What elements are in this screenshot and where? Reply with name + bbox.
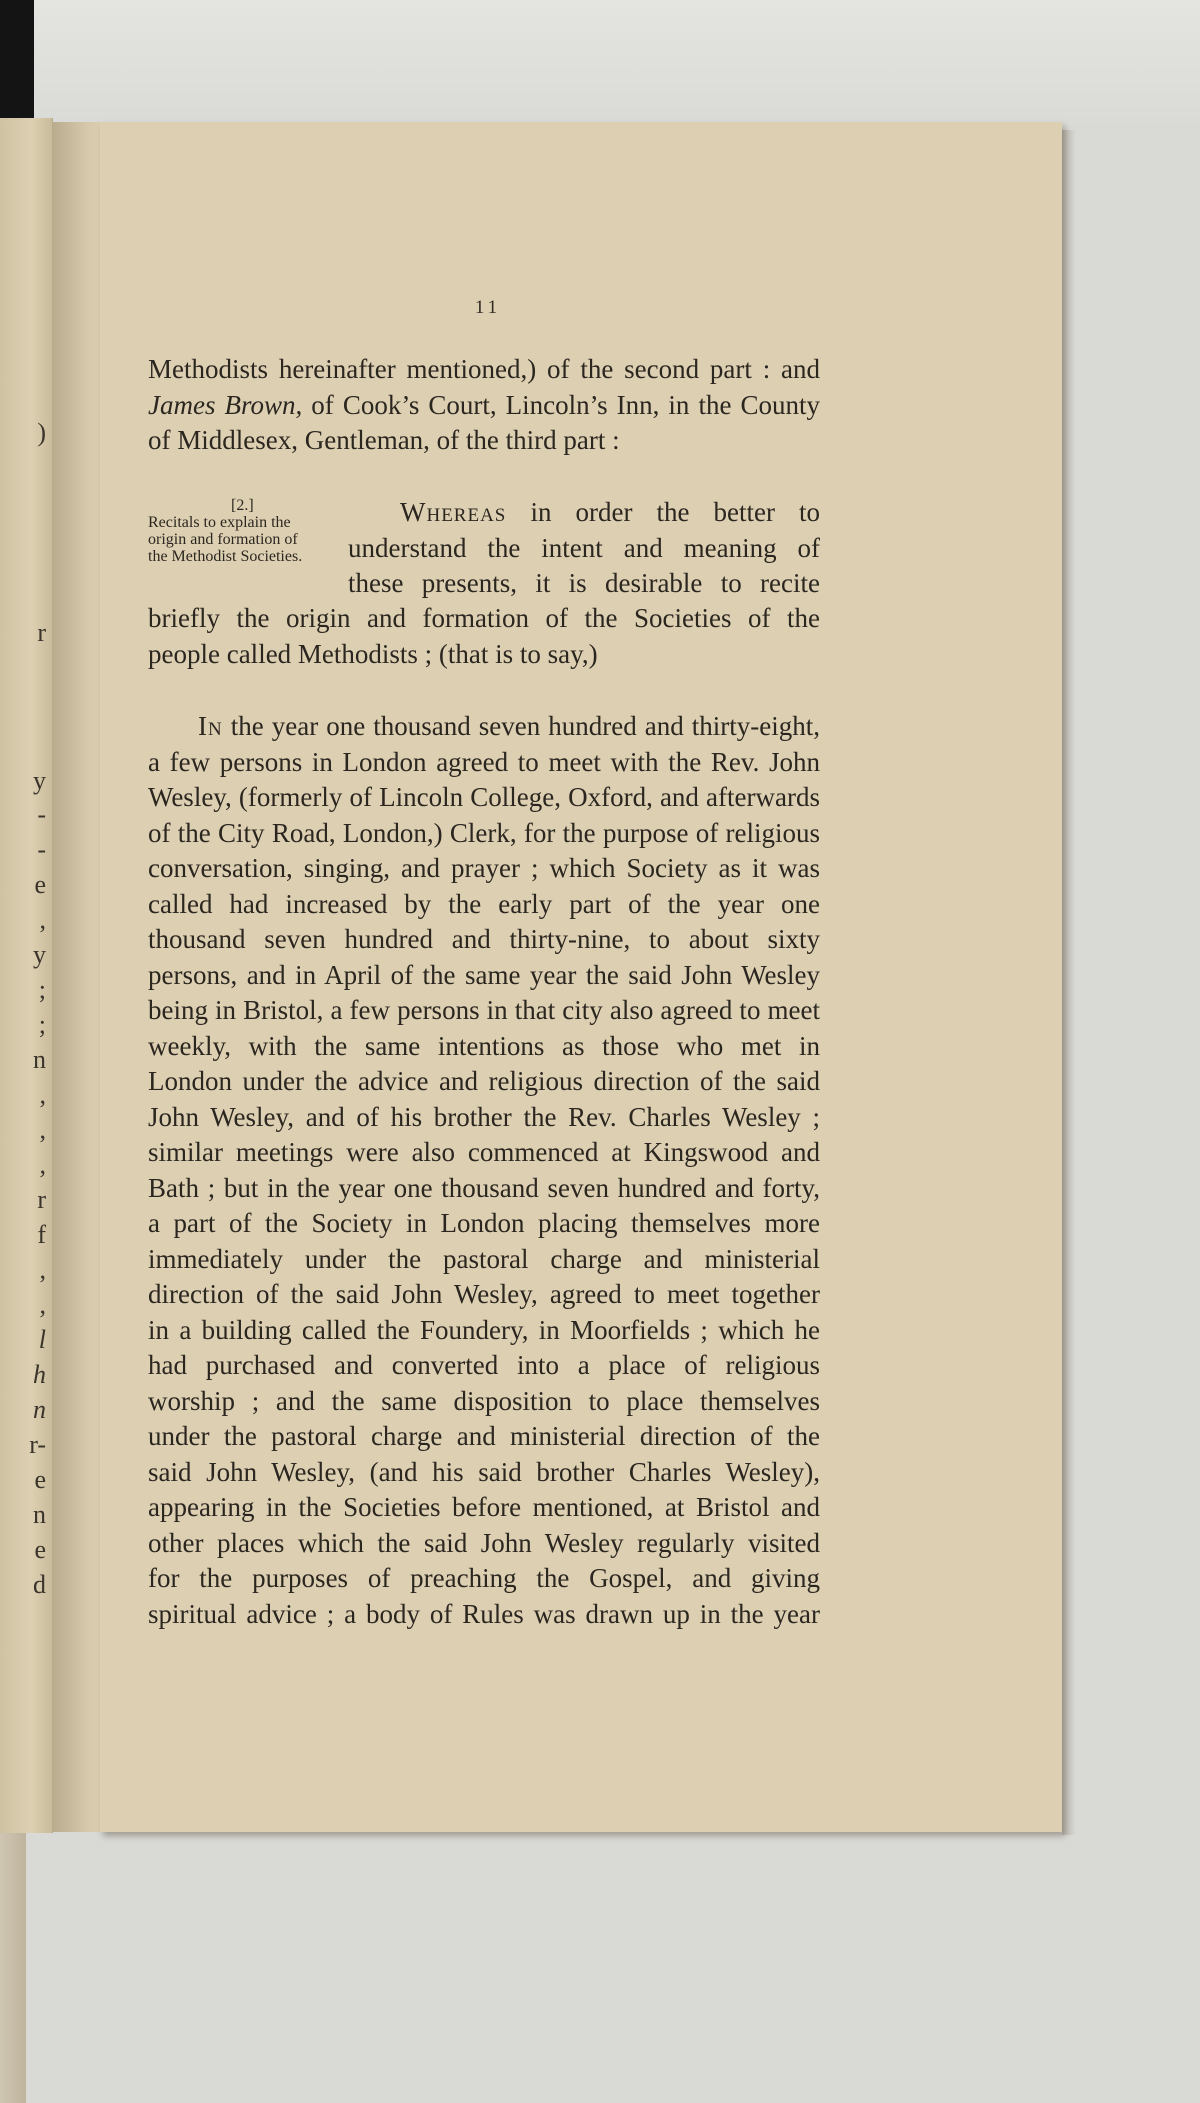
- margin-note: [148, 497, 344, 565]
- margin-note-line: origin and formation of: [148, 531, 298, 548]
- text-line: similar meetings were also commenced at Kingswood and: [148, 1137, 820, 1167]
- fragment: n: [33, 1500, 46, 1529]
- facing-page-edge: [0, 118, 53, 1833]
- text-line: for the purposes of preaching the Gospel, and giving: [148, 1563, 820, 1593]
- fragment: ;: [38, 975, 46, 1004]
- text-line: immediately under the pastoral charge and ministerial: [148, 1243, 820, 1274]
- text-line: of Middlesex, Gentleman, of the third part :: [148, 425, 620, 455]
- recital-paragraph: [348, 495, 820, 602]
- facing-page-strip: [0, 1833, 26, 2103]
- margin-note-line: the Methodist Societies.: [148, 548, 303, 565]
- text-line-rest: in order the better to: [530, 497, 821, 527]
- margin-note-number: [2.]: [231, 497, 254, 514]
- text-line: being in Bristol, a few persons in that city also agreed to meet: [148, 995, 820, 1025]
- fragment: ,: [39, 905, 46, 934]
- book-gutter: [52, 122, 102, 1832]
- history-paragraph: [148, 709, 820, 1632]
- text-line-rest: of Cook’s Court, Lincoln’s Inn, in the County: [311, 389, 820, 420]
- text-line: [148, 388, 820, 424]
- opening-paragraph: [148, 352, 820, 459]
- text-line: Bath ; but in the year one thousand seven hundred and forty,: [148, 1172, 820, 1203]
- fragment: ,: [39, 1150, 46, 1179]
- text-line: John Wesley, and of his brother the Rev. Charles Wesley ;: [148, 1101, 820, 1132]
- text-line: a part of the Society in London placing themselves more: [148, 1208, 820, 1238]
- text-line: worship ; and the same disposition to place themselves: [148, 1385, 820, 1416]
- fragment: f: [37, 1220, 46, 1249]
- text-line: weekly, with the same intentions as those who met in: [148, 1030, 820, 1061]
- text-line: other places which the said John Wesley regularly visited: [148, 1527, 820, 1558]
- fragment: r: [37, 618, 46, 647]
- text-line: said John Wesley, (and his said brother Charles Wesley),: [148, 1456, 820, 1487]
- text-line: briefly the origin and formation of the Societies of the: [148, 603, 820, 633]
- fragment: ,: [39, 1115, 46, 1144]
- text-line: a few persons in London agreed to meet with the Rev. John: [148, 746, 820, 777]
- text-line: persons, and in April of the same year the said John Wesley: [148, 959, 820, 990]
- margin-note-line: Recitals to explain the: [148, 514, 291, 531]
- text-line: direction of the said John Wesley, agreed to meet together: [148, 1279, 820, 1309]
- text-line: thousand seven hundred and thirty-nine, to about sixty: [148, 924, 820, 954]
- lead-word: Whereas: [400, 497, 507, 527]
- fragment: r: [37, 1185, 46, 1214]
- fragment: ,: [39, 1290, 46, 1319]
- text-line: appearing in the Societies before mentioned, at Bristol and: [148, 1492, 820, 1522]
- page-shadow: [1062, 130, 1076, 1835]
- text-line: had purchased and converted into a place of religious: [148, 1350, 820, 1380]
- page-number: 11: [474, 297, 502, 318]
- text-line: under the pastoral charge and ministerial direction of the: [148, 1421, 820, 1451]
- text-line: [148, 709, 820, 745]
- text-line: of the City Road, London,) Clerk, for the purpose of religious: [148, 817, 820, 848]
- text-line-rest: the year one thousand seven hundred and thirty-eight,: [230, 711, 820, 741]
- fragment: ,: [39, 1255, 46, 1284]
- fragment: n: [33, 1395, 46, 1424]
- fragment: y: [33, 766, 46, 795]
- text-line: spiritual advice ; a body of Rules was drawn up in the year: [148, 1598, 820, 1629]
- fragment: d: [33, 1570, 46, 1599]
- fragment: e: [34, 870, 46, 899]
- lead-word: In: [198, 711, 223, 741]
- facing-page-fragments: [0, 118, 52, 1833]
- background: [0, 0, 1200, 125]
- text-line: called had increased by the early part of the year one: [148, 888, 820, 919]
- fragment: e: [34, 1535, 46, 1564]
- fragment: l: [38, 1325, 46, 1354]
- text-line: conversation, singing, and prayer ; which Society as it was: [148, 853, 820, 883]
- fragment: h: [33, 1360, 46, 1389]
- text-line: understand the intent and meaning of: [348, 532, 820, 563]
- text-line: in a building called the Foundery, in Moorfields ; which he: [148, 1314, 820, 1345]
- fragment: ): [37, 418, 46, 447]
- fragment: -: [37, 800, 46, 829]
- fragment: -: [37, 835, 46, 864]
- italic-name: James Brown,: [148, 389, 303, 420]
- text-line: [348, 495, 820, 531]
- text-line: people called Methodists ; (that is to say,): [148, 638, 598, 669]
- text-line: Methodists hereinafter mentioned,) of the second part : and: [148, 354, 820, 384]
- text-line: Wesley, (formerly of Lincoln College, Oxford, and afterwards: [148, 782, 820, 812]
- recital-continuation: [148, 601, 820, 672]
- fragment: r-: [29, 1430, 46, 1459]
- fragment: ;: [38, 1010, 46, 1039]
- text-line: London under the advice and religious direction of the said: [148, 1066, 820, 1096]
- fragment: n: [33, 1045, 46, 1074]
- text-line: these presents, it is desirable to recite: [348, 568, 820, 598]
- fragment: e: [34, 1465, 46, 1494]
- fragment: y: [33, 940, 46, 969]
- fragment: ,: [39, 1080, 46, 1109]
- scanner-edge: [0, 0, 34, 118]
